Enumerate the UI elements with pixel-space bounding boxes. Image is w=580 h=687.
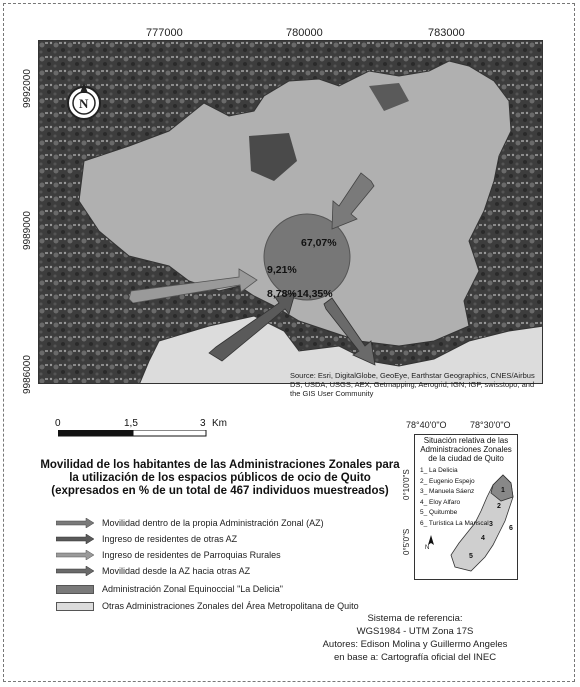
inset-left-tick-2: 0°5'0"S bbox=[402, 528, 411, 555]
legend-label: Ingreso de residentes de otras AZ bbox=[102, 534, 238, 544]
legend-label: Otras Administraciones Zonales del Área Metropolitana de Quito bbox=[102, 601, 359, 611]
legend-arrow-within-icon bbox=[56, 518, 94, 528]
inset-list bbox=[420, 466, 489, 529]
legend-label: Movilidad dentro de la propia Administración Zonal (AZ) bbox=[102, 518, 324, 528]
y-tick-1: 9992000 bbox=[22, 69, 33, 108]
pct-rural: 9,21% bbox=[267, 264, 297, 276]
scale-label-0: 0 bbox=[55, 418, 61, 429]
map-attribution: Source: Esri, DigitalGlobe, GeoEye, Earthstar Geographics, CNES/Airbus DS, USDA, USGS, AEX, Getmapping, Aerogrid, IGN, IGP, swisstopo, and the GIS User Community bbox=[290, 371, 535, 398]
inset-num-3: 3 bbox=[489, 521, 493, 528]
legend-arrow-within bbox=[56, 518, 324, 528]
scale-unit: Km bbox=[212, 418, 227, 429]
pct-other-az-in: 8,78% bbox=[267, 288, 297, 300]
inset-north-arrow-icon bbox=[428, 535, 434, 545]
inset-num-4: 4 bbox=[481, 535, 485, 542]
legend-area-la-delicia bbox=[56, 584, 283, 594]
svg-text:N: N bbox=[79, 96, 89, 111]
inset-north-label: N bbox=[425, 545, 430, 551]
legend-label: Movilidad desde la AZ hacia otras AZ bbox=[102, 566, 251, 576]
legend-arrow-outgoing-icon bbox=[56, 566, 94, 576]
inset-num-5: 5 bbox=[469, 553, 473, 560]
credits-line: en base a: Cartografía oficial del INEC bbox=[333, 652, 497, 663]
credits bbox=[300, 612, 530, 664]
inset-num-1: 1 bbox=[501, 487, 505, 494]
inset-num-6: 6 bbox=[509, 525, 513, 532]
credits-line: Sistema de referencia: bbox=[367, 613, 463, 624]
legend-label: Administración Zonal Equinoccial "La Delicia" bbox=[102, 584, 283, 594]
x-tick-2: 780000 bbox=[286, 27, 323, 39]
map-canvas bbox=[38, 40, 543, 384]
scale-bar bbox=[58, 430, 208, 438]
credits-line: Autores: Edison Molina y Guillermo Angeles bbox=[322, 639, 508, 650]
inset-list-item: 5_ Quitumbe bbox=[420, 509, 458, 516]
inset-top-tick-1: 78°40'0"O bbox=[406, 420, 447, 430]
inset-left-tick-1: 0°10'0"S bbox=[402, 469, 411, 500]
inset-num-2: 2 bbox=[497, 503, 501, 510]
legend-swatch bbox=[56, 602, 94, 611]
pct-outgoing: 14,35% bbox=[297, 288, 333, 300]
x-tick-1: 777000 bbox=[146, 27, 183, 39]
scale-label-1: 1,5 bbox=[124, 418, 138, 429]
legend-label: Ingreso de residentes de Parroquias Rurales bbox=[102, 550, 281, 560]
x-tick-3: 783000 bbox=[428, 27, 465, 39]
inset-list-item: 6_ Turística La Mariscal bbox=[420, 519, 489, 527]
legend-arrow-other-az-icon bbox=[56, 534, 94, 544]
legend-area-other-az bbox=[56, 601, 359, 611]
inset-list-item: 4_ Eloy Alfaro bbox=[420, 498, 461, 506]
inset-list-item: 3_ Manuela Sáenz bbox=[420, 488, 475, 495]
legend-arrow-rural bbox=[56, 550, 281, 560]
pct-within: 67,07% bbox=[301, 237, 337, 249]
scale-label-3: 3 bbox=[200, 418, 206, 429]
legend-arrow-outgoing bbox=[56, 566, 250, 576]
inset-list-item: 1_ La Delicia bbox=[420, 467, 458, 474]
inset-top-tick-2: 78°30'0"O bbox=[470, 420, 511, 430]
legend-arrow-rural-icon bbox=[56, 550, 94, 560]
map-title: Movilidad de los habitantes de las Administraciones Zonales para la utilización de los espacios públicos de ocio de Quito (expresados en % de un total de 467 individuos muestreados) bbox=[40, 459, 400, 497]
legend-arrow-other-az bbox=[56, 534, 237, 544]
y-tick-3: 9986000 bbox=[22, 355, 33, 394]
map-svg bbox=[39, 41, 543, 384]
y-tick-2: 9989000 bbox=[22, 211, 33, 250]
inset-title: Situación relativa de las Administraciones Zonales de la ciudad de Quito bbox=[420, 436, 512, 463]
credits-line: WGS1984 - UTM Zona 17S bbox=[356, 626, 474, 637]
legend-swatch bbox=[56, 585, 94, 594]
inset-list-item: 2_ Eugenio Espejo bbox=[420, 477, 475, 485]
